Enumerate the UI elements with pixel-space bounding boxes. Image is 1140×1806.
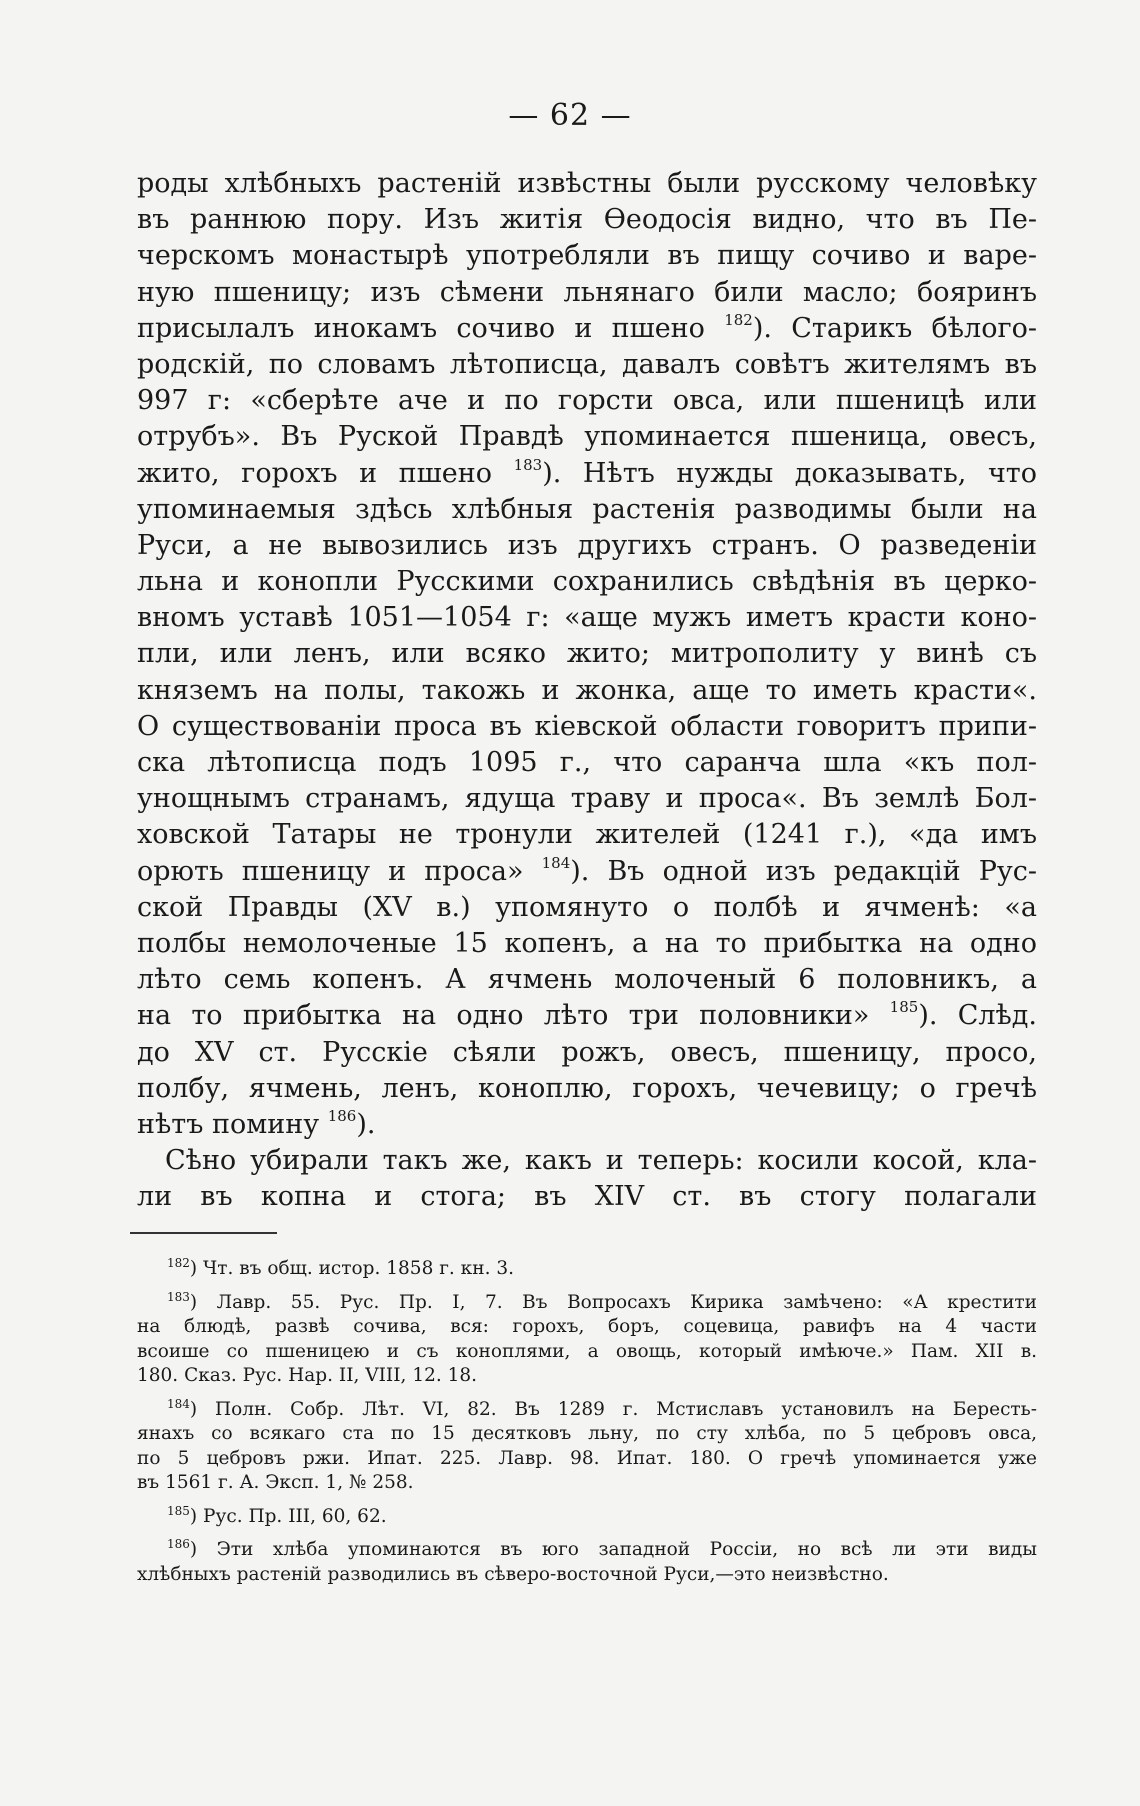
text-line: орють пшеницу и проса» $^{184}$). Въ одной изъ редакцій Рус- — [137, 853, 1037, 887]
text-line: родскій, по словамъ лѣтописца, давалъ совѣтъ жителямъ въ — [137, 348, 1037, 380]
page-number: — 62 — — [508, 98, 632, 133]
text-line: жито, горохъ и пшено $^{183}$). Нѣтъ нужды доказывать, что — [137, 455, 1037, 489]
footnote-line: 180. Сказ. Рус. Нар. II, VIII, 12. 18. — [137, 1365, 478, 1386]
text-line: въ раннюю пору. Изъ житія Ѳеодосія видно, что въ Пе- — [137, 204, 1037, 236]
footnote-line: $^{185}$) Рус. Пр. III, 60, 62. — [167, 1503, 387, 1527]
footnote-ref[interactable]: 182 — [724, 310, 753, 329]
footnote-line: хлѣбныхъ растеній разводились въ сѣверо-восточной Руси,—это неизвѣстно. — [137, 1563, 889, 1585]
footnote-ref[interactable]: 184 — [541, 853, 571, 872]
footnote-185 — [137, 1505, 1037, 1530]
footnote-line: $^{183}$) Лавр. 55. Рус. Пр. I, 7. Въ Вопросахъ Кирика замѣчено: «А крестити — [167, 1289, 1037, 1313]
text-line: ска лѣтописца подъ 1095 г., что саранча шла «къ пол- — [137, 747, 1037, 778]
footnote-ref[interactable]: 185 — [889, 998, 919, 1017]
body-text — [137, 166, 1037, 1215]
footnote-ref[interactable]: 183 — [513, 455, 543, 474]
footnote-divider — [130, 1232, 277, 1234]
footnote-line: $^{184}$) Полн. Собр. Лѣт. VI, 82. Въ 1289 г. Мстиславъ установилъ на Бересть- — [167, 1396, 1037, 1420]
footnote-line: на блюдѣ, развѣ сочива, вся: горохъ, боръ, соцевица, равифъ на 4 части — [137, 1316, 1037, 1337]
footnote-line: въ 1561 г. А. Эксп. 1, № 258. — [137, 1472, 414, 1493]
text-line: унощнымъ странамъ, ядуща траву и проса«. Въ землѣ Бол- — [137, 783, 1037, 815]
text-line: полбы немолоченые 15 копенъ, а на то прибытка на одно — [137, 927, 1037, 959]
footnote-184 — [137, 1398, 1037, 1496]
paragraph-2 — [137, 1143, 1037, 1215]
text-line: ховской Татары не тронули жителей (1241 г.), «да имъ — [137, 819, 1037, 851]
text-line: ли въ копна и стога; въ XIV ст. въ стогу полагали — [137, 1181, 1037, 1213]
footnote-183 — [137, 1291, 1037, 1389]
text-line: до XV ст. Русскіе сѣяли рожъ, овесъ, пшеницу, просо, — [137, 1036, 1037, 1068]
text-line: отрубъ». Въ Руской Правдѣ упоминается пшеница, овесъ, — [137, 421, 1037, 453]
text-line: на то прибытка на одно лѣто три половники» $^{185}$). Слѣд. — [137, 998, 1037, 1032]
text-line: княземъ на полы, такожь и жонка, аще то иметь красти«. — [137, 674, 1037, 706]
text-line: О существованіи проса въ кіевской области говоритъ припи- — [137, 710, 1037, 742]
text-line: вномъ уставѣ 1051—1054 г: «аще мужъ иметъ красти коно- — [137, 602, 1037, 634]
footnote-line: янахъ со всякаго ста по 15 десятковъ льну, по сту хлѣба, по 5 цебровъ овса, — [137, 1423, 1037, 1444]
text-line: пли, или ленъ, или всяко жито; митрополиту у винѣ съ — [137, 638, 1037, 670]
text-line: 997 г: «сберѣте аче и по горсти овса, или пшеницѣ или — [137, 385, 1037, 417]
text-line: ную пшеницу; изъ сѣмени льнянаго били масло; бояринъ — [137, 276, 1037, 308]
footnote-line: по 5 цебровъ ржи. Ипат. 225. Лавр. 98. Ипат. 180. О гречѣ упоминается уже — [137, 1447, 1037, 1469]
text-line: нѣтъ помину $^{186}$). — [137, 1106, 376, 1140]
footnote-186 — [137, 1538, 1037, 1587]
text-line: ской Правды (XV в.) упомянуто о полбѣ и ячменѣ: «а — [137, 891, 1037, 923]
text-line: Руси, а не вывозились изъ другихъ странъ. О разведеніи — [137, 529, 1037, 561]
text-line: присылалъ инокамъ сочиво и пшено $^{182}$). Старикъ бѣлого- — [137, 310, 1037, 344]
paragraph-1 — [137, 166, 1037, 1143]
footnote-line: $^{186}$) Эти хлѣба упоминаются въ юго западной Россіи, но всѣ ли эти виды — [167, 1537, 1037, 1560]
footnotes — [137, 1257, 1037, 1596]
footnote-line: всоише со пшеницею и съ коноплями, а овощь, который имѣюче.» Пам. XII в. — [137, 1340, 1037, 1362]
text-line: упоминаемыя здѣсь хлѣбныя растенія разводимы были на — [137, 493, 1037, 525]
text-line: полбу, ячмень, ленъ, коноплю, горохъ, чечевицу; о гречѣ — [137, 1072, 1037, 1104]
text-line: черскомъ монастырѣ употребляли въ пищу сочиво и варе- — [137, 240, 1037, 272]
text-line: льна и конопли Русскими сохранились свѣдѣнія въ церко- — [137, 566, 1037, 598]
text-line: Сѣно убирали такъ же, какъ и теперь: косили косой, кла- — [165, 1145, 1037, 1177]
footnote-ref[interactable]: 186 — [327, 1106, 357, 1125]
footnote-182 — [137, 1257, 1037, 1282]
text-line: лѣто семь копенъ. А ячмень молоченый 6 половникъ, а — [137, 964, 1037, 996]
text-line: роды хлѣбныхъ растеній извѣстны были русскому человѣку — [137, 168, 1037, 199]
footnote-line: $^{182}$) Чт. въ общ. истор. 1858 г. кн. 3. — [167, 1256, 514, 1279]
